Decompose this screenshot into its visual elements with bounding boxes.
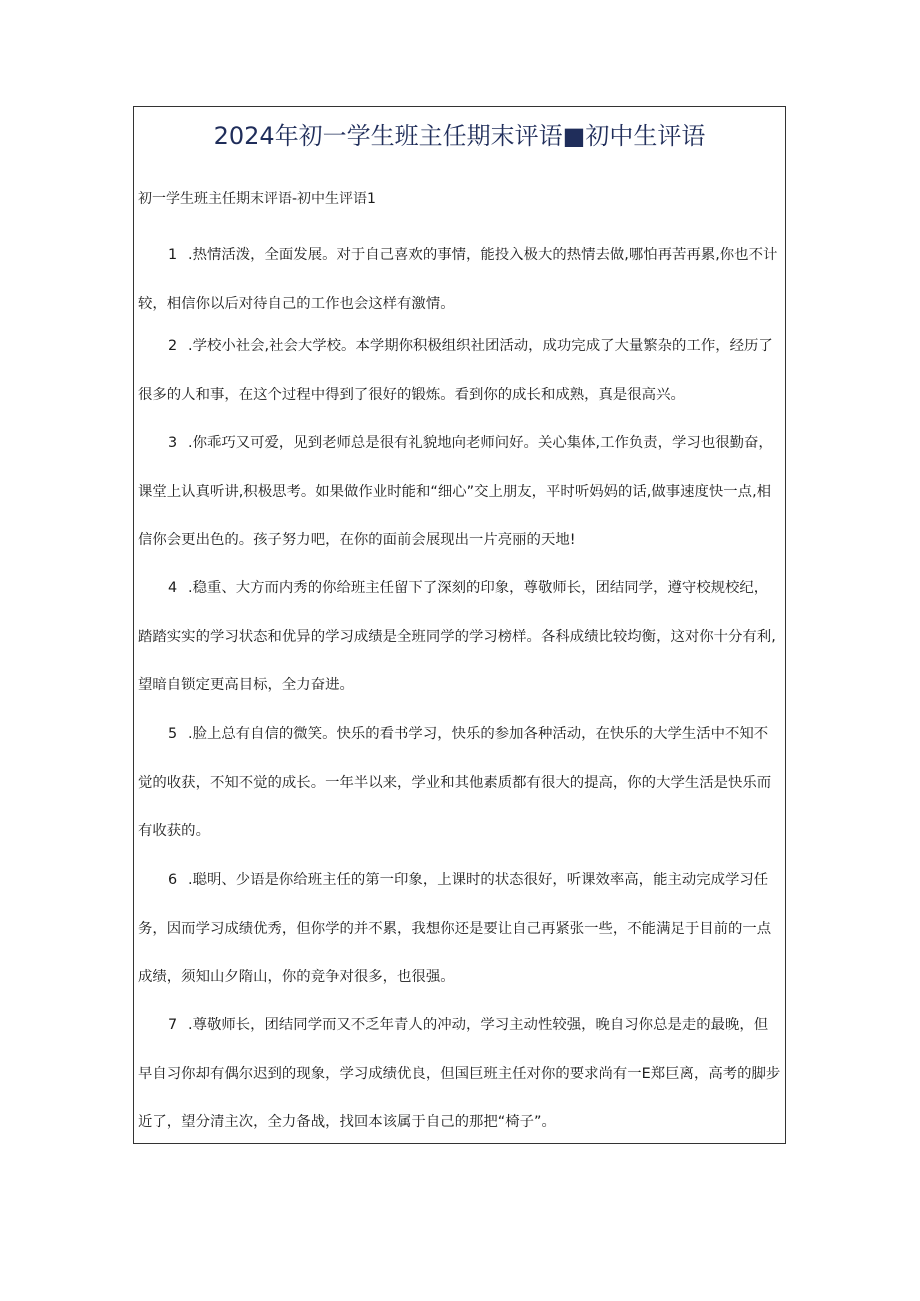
comment-line: 踏踏实实的学习状态和优异的学习成绩是全班同学的学习榜样。各科成绩比较均衡，这对你十分有利, [138, 628, 776, 645]
comment-line: 早自习你却有偶尔迟到的现象，学习成绩优良，但国巨班主任对你的要求尚有一E郑巨离，高考的脚步 [138, 1065, 781, 1082]
comment-line: 7 .尊敬师长，团结同学而又不乏年青人的冲动，学习主动性较强，晚自习你总是走的最晚，但 [138, 1001, 783, 1050]
comment-item-2 [138, 322, 783, 419]
comment-line: 有收获的。 [138, 823, 210, 839]
comment-item-6 [138, 856, 783, 1002]
comment-line: 6 .聪明、少语是你给班主任的第一印象，上课时的状态很好，听课效率高，能主动完成学习任 [138, 856, 783, 905]
comment-number: 2 [168, 338, 178, 354]
comment-item-5 [138, 710, 783, 856]
comment-line: 觉的收获，不知不觉的成长。一年半以来，学业和其他素质都有很大的提高，你的大学生活是快乐而 [138, 774, 772, 791]
comment-line: 1 .热情活泼，全面发展。对于自己喜欢的事情，能投入极大的热情去做,哪怕再苦再累,你也不计 [138, 231, 783, 280]
comment-line: 信你会更出色的。孩子努力吧，在你的面前会展现出一片亮丽的天地! [138, 532, 576, 548]
comment-line: 务，因而学习成绩优秀，但你学的并不累，我想你还是要让自己再紧张一些，不能满足于目前的一点 [138, 920, 772, 937]
document-page [133, 106, 786, 1144]
comment-item-7 [138, 1001, 783, 1147]
comment-item-4 [138, 564, 783, 710]
comment-number: 6 [168, 872, 178, 888]
comment-item-1 [138, 231, 783, 328]
comment-line: 3 .你乖巧又可爱，见到老师总是很有礼貌地向老师问好。关心集体,工作负责，学习也很勤奋， [138, 419, 783, 468]
comment-number: 1 [168, 247, 178, 263]
document-subtitle: 初一学生班主任期末评语-初中生评语1 [138, 191, 376, 207]
comment-line: 成绩，须知山夕隋山，你的竞争对很多，也很强。 [138, 969, 455, 985]
comment-number: 3 [168, 435, 178, 451]
comment-line: 较，相信你以后对待自己的工作也会这样有激情。 [138, 295, 455, 312]
comment-number: 7 [168, 1017, 178, 1033]
comment-line: 很多的人和事，在这个过程中得到了很好的锻炼。看到你的成长和成熟，真是很高兴。 [138, 386, 685, 403]
comment-number: 5 [168, 726, 178, 742]
document-title: 2024年初一学生班主任期末评语■初中生评语 [213, 122, 706, 150]
comment-number: 4 [168, 580, 178, 596]
comment-line: 望暗自锁定更高目标，全力奋进。 [138, 677, 354, 693]
comment-line: 2 .学校小社会,社会大学校。本学期你积极组织社团活动，成功完成了大量繁杂的工作，经历了 [138, 322, 783, 371]
comment-item-3 [138, 419, 783, 565]
comment-line: 近了，望分清主次，全力备战，找回本该属于自己的那把“椅子”。 [138, 1114, 556, 1130]
comment-line: 课堂上认真听讲,积极思考。如果做作业时能和“细心”交上朋友，平时听妈妈的话,做事速度快一点,相 [138, 483, 772, 500]
comment-line: 4 .稳重、大方而内秀的你给班主任留下了深刻的印象，尊敬师长，团结同学，遵守校规校纪， [138, 564, 783, 613]
comment-line: 5 .脸上总有自信的微笑。快乐的看书学习，快乐的参加各种活动，在快乐的大学生活中不知不 [138, 710, 783, 759]
